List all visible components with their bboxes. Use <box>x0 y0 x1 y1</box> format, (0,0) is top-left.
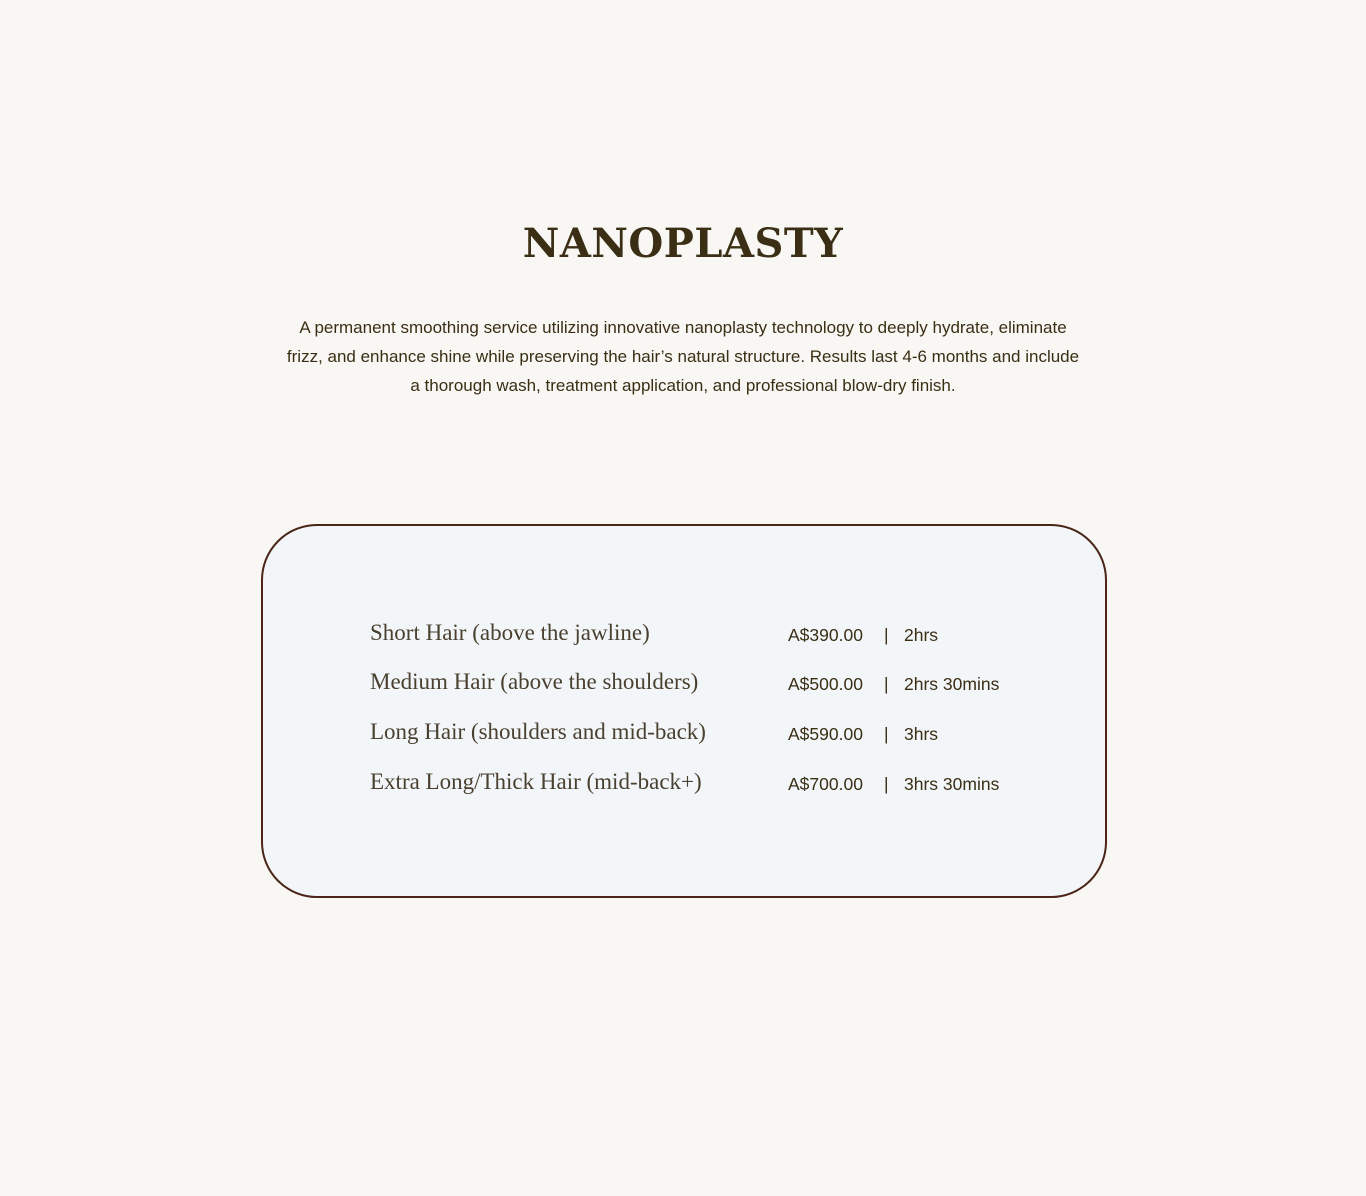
price-row-extra-long <box>370 767 1070 801</box>
price-separator: | <box>884 625 889 645</box>
page-description: A permanent smoothing service utilizing innovative nanoplasty technology to deeply hydrate, eliminate frizz, and enhance shine while preserving the hair’s natural structure. Results last 4-6 months and include a thorough wash, treatment application, and professional blow-dry finish. <box>286 318 1080 395</box>
price-separator: | <box>884 674 889 694</box>
service-duration: 2hrs 30mins <box>904 674 1000 694</box>
price-separator: | <box>884 774 889 794</box>
price-separator: | <box>884 724 889 744</box>
service-name: Long Hair (shoulders and mid-back) <box>370 719 706 744</box>
service-name: Extra Long/Thick Hair (mid-back+) <box>370 769 702 794</box>
price-row-short <box>370 618 1070 652</box>
service-price: A$590.00 <box>788 724 863 744</box>
service-duration: 3hrs 30mins <box>904 774 1000 794</box>
service-name: Short Hair (above the jawline) <box>370 620 650 645</box>
service-price: A$500.00 <box>788 674 863 694</box>
service-name: Medium Hair (above the shoulders) <box>370 669 699 694</box>
service-price: A$390.00 <box>788 625 863 645</box>
pricing-card <box>261 524 1107 898</box>
service-duration: 3hrs <box>904 724 939 744</box>
service-duration: 2hrs <box>904 625 939 645</box>
page-title: NANOPLASTY <box>522 220 844 267</box>
price-row-medium <box>370 667 1070 701</box>
price-row-long <box>370 717 1070 751</box>
service-price: A$700.00 <box>788 774 863 794</box>
